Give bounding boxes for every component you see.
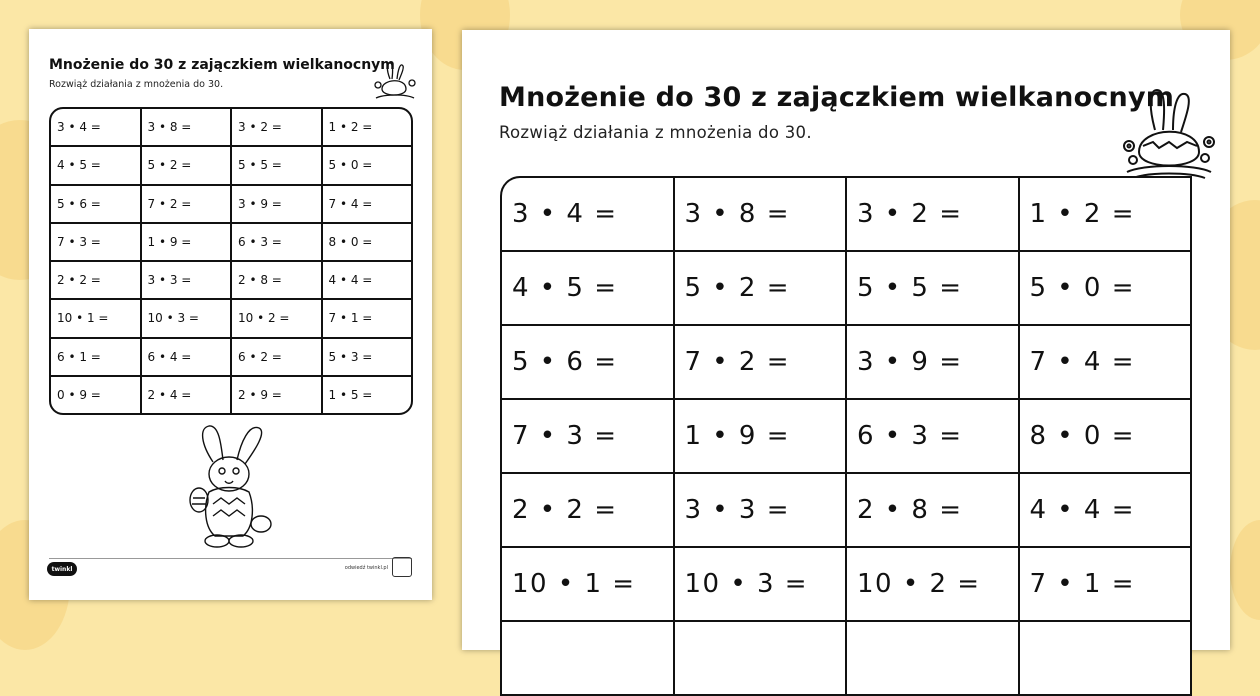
bunny-in-egg-icon (372, 61, 418, 103)
problem-cell: 3 • 4 = (51, 109, 140, 145)
problem-cell: 7 • 3 = (51, 224, 140, 260)
problem-cell: 8 • 0 = (1020, 400, 1191, 472)
problem-cell: 6 • 3 = (847, 400, 1018, 472)
problem-cell: 3 • 2 = (232, 109, 321, 145)
problem-cell: 6 • 1 = (51, 339, 140, 375)
problem-cell: 7 • 4 = (323, 186, 412, 222)
problem-cell: 5 • 3 = (323, 339, 412, 375)
problem-grid (49, 107, 413, 415)
problem-cell: 1 • 9 = (675, 400, 846, 472)
problem-cell: 10 • 1 = (502, 548, 673, 620)
problem-cell: 10 • 1 = (51, 300, 140, 336)
problem-cell: 7 • 1 = (1020, 548, 1191, 620)
footer-divider (49, 558, 412, 559)
problem-cell: 5 • 6 = (51, 186, 140, 222)
problem-cell: 5 • 5 = (847, 252, 1018, 324)
problem-cell: 5 • 2 = (142, 147, 231, 183)
problem-cell: 7 • 4 = (1020, 326, 1191, 398)
problem-cell: 1 • 2 = (323, 109, 412, 145)
problem-cell: 6 • 2 = (232, 339, 321, 375)
problem-cell: 10 • 2 = (232, 300, 321, 336)
problem-cell: 4 • 5 = (502, 252, 673, 324)
problem-cell: 1 • 2 = (1020, 178, 1191, 250)
problem-cell: 10 • 3 = (142, 300, 231, 336)
bg-egg-shape (1230, 520, 1260, 620)
problem-cell: 3 • 8 = (142, 109, 231, 145)
problem-cell: 6 • 3 = (232, 224, 321, 260)
problem-cell: 4 • 5 = (51, 147, 140, 183)
footer-site-text: odwiedź twinkl.pl (344, 565, 388, 571)
qr-code-icon (392, 557, 412, 577)
problem-cell: 3 • 9 = (847, 326, 1018, 398)
problem-cell: 7 • 2 = (142, 186, 231, 222)
worksheet-title: Mnożenie do 30 z zajączkiem wielkanocnym (499, 82, 1175, 113)
problem-grid (500, 176, 1192, 696)
problem-cell: 2 • 2 = (51, 262, 140, 298)
problem-cell: 2 • 2 = (502, 474, 673, 546)
problem-cell: 0 • 9 = (51, 377, 140, 413)
problem-cell: 3 • 3 = (675, 474, 846, 546)
problem-cell: 5 • 6 = (502, 326, 673, 398)
worksheet-title: Mnożenie do 30 z zajączkiem wielkanocnym (49, 57, 395, 73)
problem-cell: 5 • 0 = (323, 147, 412, 183)
problem-cell: 6 • 4 = (142, 339, 231, 375)
problem-cell: 2 • 8 = (847, 474, 1018, 546)
problem-cell: 5 • 2 = (675, 252, 846, 324)
problem-cell: 7 • 1 = (323, 300, 412, 336)
problem-cell: 2 • 4 = (142, 377, 231, 413)
worksheet-subtitle: Rozwiąż działania z mnożenia do 30. (49, 79, 224, 90)
problem-cell: 3 • 8 = (675, 178, 846, 250)
problem-cell: 5 • 0 = (1020, 252, 1191, 324)
worksheet-preview-large (462, 30, 1230, 650)
problem-cell: 3 • 9 = (232, 186, 321, 222)
worksheet-subtitle: Rozwiąż działania z mnożenia do 30. (499, 123, 812, 142)
problem-cell: 3 • 3 = (142, 262, 231, 298)
problem-cell: 3 • 4 = (502, 178, 673, 250)
problem-cell: 4 • 4 = (1020, 474, 1191, 546)
problem-cell-cropped (847, 622, 1018, 694)
problem-cell-cropped (675, 622, 846, 694)
problem-cell-cropped (1020, 622, 1191, 694)
problem-cell: 10 • 2 = (847, 548, 1018, 620)
problem-cell: 8 • 0 = (323, 224, 412, 260)
problem-cell-cropped (502, 622, 673, 694)
problem-cell: 7 • 2 = (675, 326, 846, 398)
problem-cell: 10 • 3 = (675, 548, 846, 620)
problem-cell: 4 • 4 = (323, 262, 412, 298)
twinkl-logo: twinkl (47, 562, 77, 576)
problem-cell: 3 • 2 = (847, 178, 1018, 250)
bunny-in-egg-icon (1119, 86, 1219, 186)
problem-cell: 7 • 3 = (502, 400, 673, 472)
easter-bunny-illustration (179, 424, 279, 549)
worksheet-preview-small (29, 29, 432, 600)
problem-cell: 1 • 9 = (142, 224, 231, 260)
problem-cell: 2 • 9 = (232, 377, 321, 413)
problem-cell: 5 • 5 = (232, 147, 321, 183)
problem-cell: 1 • 5 = (323, 377, 412, 413)
problem-cell: 2 • 8 = (232, 262, 321, 298)
